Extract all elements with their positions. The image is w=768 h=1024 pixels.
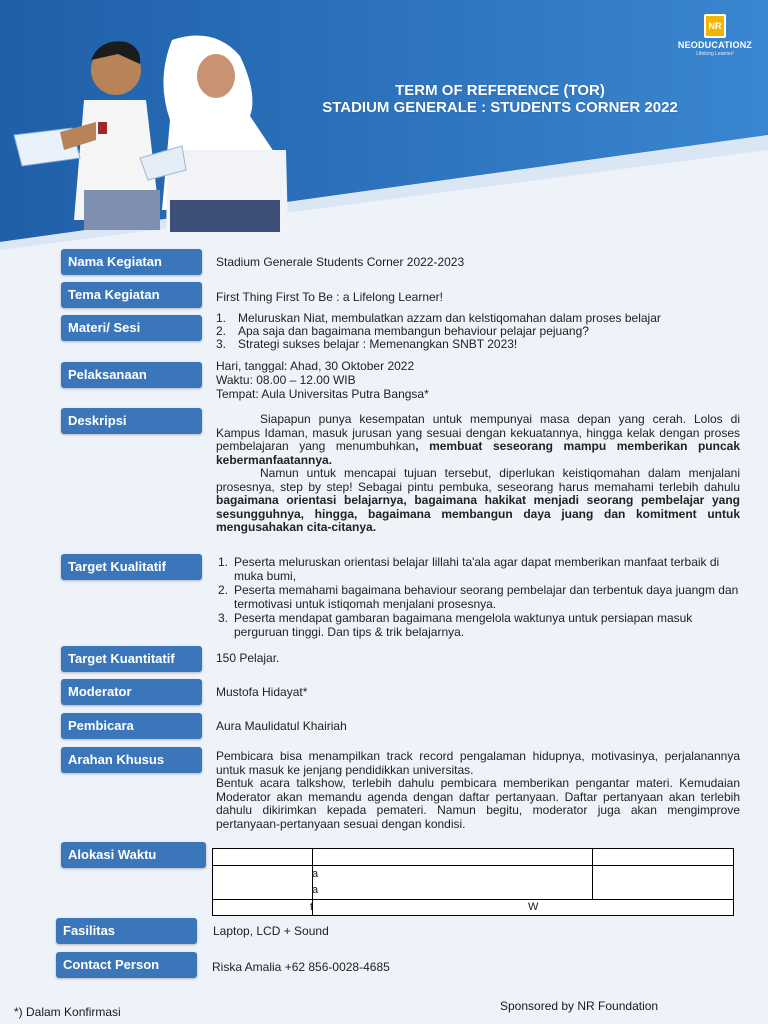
table-divider — [592, 849, 593, 899]
logo-mark: NR — [704, 14, 726, 38]
label-pembicara: Pembicara — [61, 713, 202, 739]
label-alokasi-waktu: Alokasi Waktu — [61, 842, 206, 868]
value-fasilitas: Laptop, LCD + Sound — [213, 924, 329, 938]
value-pelaksanaan — [216, 359, 740, 401]
label-materi-sesi: Materi/ Sesi — [61, 315, 202, 341]
label-contact-person: Contact Person — [56, 952, 197, 978]
label-fasilitas: Fasilitas — [56, 918, 197, 944]
table-cell: a — [312, 884, 319, 896]
list-item: 2. Peserta memahami bagaimana behaviour seorang pembelajar dan terbentuk daya juangm dan termotivasi untuk istiqomah menjalani prosesnya. — [218, 583, 739, 611]
label-deskripsi: Deskripsi — [61, 408, 202, 434]
label-pelaksanaan: Pelaksanaan — [61, 362, 202, 388]
label-tema-kegiatan: Tema Kegiatan — [61, 282, 202, 308]
value-moderator: Mustofa Hidayat* — [216, 685, 308, 699]
label-moderator: Moderator — [61, 679, 202, 705]
pelaksanaan-time: Waktu: 08.00 – 12.00 WIB — [216, 373, 356, 387]
materi-list — [216, 312, 740, 351]
value-tema-kegiatan: First Thing First To Be : a Lifelong Learner! — [216, 290, 443, 304]
pelaksanaan-place: Tempat: Aula Universitas Putra Bangsa* — [216, 387, 429, 401]
list-item: 2. Apa saja dan bagaimana membangun behaviour pelajar pejuang? — [216, 324, 589, 338]
students-photo — [0, 20, 300, 232]
deskripsi-paragraph-1: Siapapun punya kesempatan untuk mempunyai masa depan yang cerah. Lolos di Kampus Idaman, masuk jurusan yang sesuai dengan kekuatannya, hingga kelak dengan proses pembelajaran yang menumbuhkan, membuat seseorang mampu memberikan puncak kebermanfaatannya. — [216, 412, 740, 467]
kualitatif-list — [216, 555, 740, 639]
footnote-konfirmasi: *) Dalam Konfirmasi — [14, 1005, 121, 1019]
value-deskripsi — [216, 413, 740, 535]
list-item: 3. Peserta mendapat gambaran bagaimana mengelola waktunya untuk persiapan masuk perguruan tinggi. Dan tips & trik belajarnya. — [218, 611, 693, 639]
value-contact-person: Riska Amalia +62 856-0028-4685 — [212, 960, 390, 974]
table-divider — [213, 899, 733, 900]
label-nama-kegiatan: Nama Kegiatan — [61, 249, 202, 275]
title-line-1: TERM OF REFERENCE (TOR) — [395, 82, 605, 99]
logo-name: NEODUCATIONZ — [677, 40, 753, 50]
document-title — [290, 82, 710, 116]
list-item: 1. Peserta meluruskan orientasi belajar lillahi ta'ala agar dapat memberikan manfaat terbaik di muka bumi, — [218, 555, 720, 583]
title-line-2: STADIUM GENERALE : STUDENTS CORNER 2022 — [322, 99, 678, 116]
list-item: 3. Strategi sukses belajar : Memenangkan SNBT 2023! — [216, 337, 518, 351]
deskripsi-paragraph-2: Namun untuk mencapai tujuan tersebut, diperlukan keistiqomahan dalam menjalani prosesnya, step by step! Sebagai pintu pembuka, seseorang harus memahami terlebih dahulu bagaimana orientasi belajarnya, bagaimana hakikat menjadi seorang pembelajar yang sesungguhnya, hingga, bagaimana membangun daya juang dan komitment untuk mengusahakan cita-citanya. — [216, 466, 740, 534]
alokasi-waktu-table — [212, 848, 734, 916]
label-arahan-khusus: Arahan Khusus — [61, 747, 202, 773]
arahan-paragraph-2: Bentuk acara talkshow, terlebih dahulu pembicara memberikan pengantar materi. Kemudaian Moderator akan memandu agenda dengan daftar pertanyaan. Daftar pertanyaan akan terlebih dahulu dikirimkan kepada pemateri. Namun begitu, moderator juga akan mengimprove pertanyaan-pertanyaan sesuai dengan kondisi. — [216, 776, 740, 831]
value-arahan-khusus — [216, 750, 740, 831]
label-target-kuantitatif: Target Kuantitatif — [61, 646, 202, 672]
neoducationz-logo — [672, 14, 758, 57]
list-item: 1. Meluruskan Niat, membulatkan azzam dan kelstiqomahan dalam proses belajar — [216, 311, 661, 325]
table-divider — [213, 865, 733, 866]
arahan-paragraph-1: Pembicara bisa menampilkan track record pengalaman hidupnya, motivasinya, perjalanannya untuk masuk ke jenjang pendidikkan universitas. — [216, 749, 740, 777]
value-pembicara: Aura Maulidatul Khairiah — [216, 719, 347, 733]
pelaksanaan-date: Hari, tanggal: Ahad, 30 Oktober 2022 — [216, 359, 415, 373]
value-nama-kegiatan: Stadium Generale Students Corner 2022-2023 — [216, 255, 465, 269]
sponsor-text: Sponsored by NR Foundation — [500, 999, 659, 1013]
table-cell: W — [528, 901, 539, 913]
label-target-kualitatif: Target Kualitatif — [61, 554, 202, 580]
table-cell: t — [310, 901, 314, 913]
table-cell: a — [312, 868, 319, 880]
logo-tagline: Lifelong Learner! — [696, 51, 734, 57]
value-target-kuantitatif: 150 Pelajar. — [216, 651, 280, 665]
